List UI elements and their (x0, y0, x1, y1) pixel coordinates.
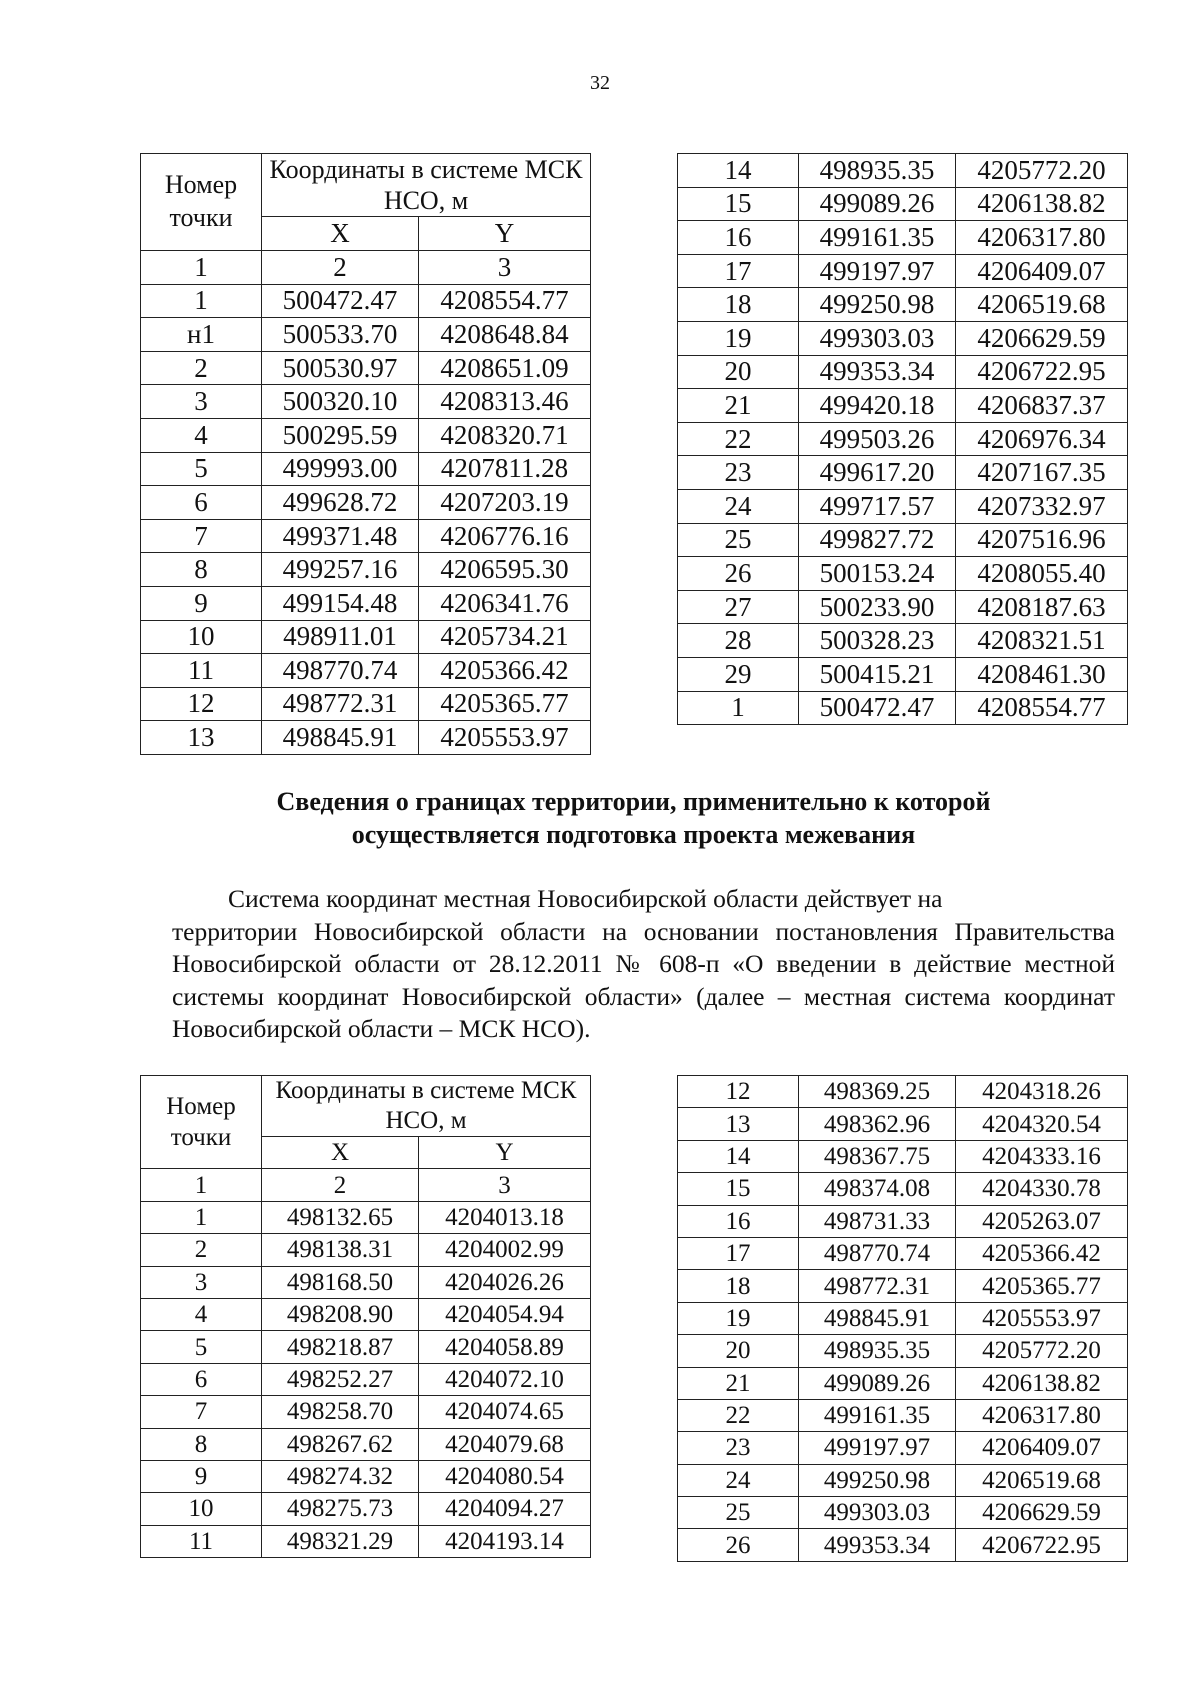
table-row (141, 519, 591, 553)
table-row (678, 456, 1128, 490)
y-coordinate-cell: 4207332.97 (956, 489, 1128, 523)
point-number-cell: 7 (141, 1396, 262, 1428)
table-row (678, 355, 1128, 389)
x-coordinate-cell: 498208.90 (262, 1298, 419, 1330)
table-row (141, 1428, 591, 1460)
x-coordinate-cell: 498731.33 (799, 1205, 956, 1237)
y-coordinate-cell: 4206722.95 (956, 1529, 1128, 1561)
paragraph-line: Система координат местная Новосибирской области действует на (228, 884, 943, 913)
point-number-cell: 17 (678, 1237, 799, 1269)
paragraph-line: действие местной системы координат Новосибирской области» (далее – (172, 949, 1116, 1011)
table-row (678, 657, 1128, 691)
table-row (141, 1460, 591, 1492)
y-coordinate-cell: 4206629.59 (956, 1497, 1128, 1529)
point-number-cell: 26 (678, 557, 799, 591)
table-row (678, 557, 1128, 591)
x-coordinate-cell: 498845.91 (799, 1302, 956, 1334)
coordinates-table-2-left (140, 1075, 591, 1558)
table-row (141, 318, 591, 352)
table-row (141, 1396, 591, 1428)
table-row (678, 1237, 1128, 1269)
table-row (141, 1363, 591, 1395)
y-coordinate-cell: 4205734.21 (419, 620, 591, 654)
x-coordinate-cell: 499993.00 (262, 452, 419, 486)
point-number-cell: 28 (678, 624, 799, 658)
x-coordinate-cell: 500295.59 (262, 418, 419, 452)
table-row (141, 1201, 591, 1233)
y-coordinate-cell: 4207811.28 (419, 452, 591, 486)
table-row (678, 1367, 1128, 1399)
column-index: 3 (419, 250, 591, 284)
point-number-cell: 7 (141, 519, 262, 553)
column-index: 2 (262, 1169, 419, 1201)
x-coordinate-cell: 498168.50 (262, 1266, 419, 1298)
x-coordinate-cell: 499628.72 (262, 486, 419, 520)
y-coordinate-cell: 4205365.77 (956, 1270, 1128, 1302)
y-coordinate-cell: 4205263.07 (956, 1205, 1128, 1237)
column-index: 3 (419, 1169, 591, 1201)
point-number-cell: 9 (141, 1460, 262, 1492)
table-row (141, 1266, 591, 1298)
table-row (141, 486, 591, 520)
table-row (678, 1464, 1128, 1496)
table-row (678, 624, 1128, 658)
y-coordinate-cell: 4205366.42 (956, 1237, 1128, 1269)
y-coordinate-cell: 4204318.26 (956, 1076, 1128, 1108)
y-coordinate-cell: 4205366.42 (419, 654, 591, 688)
column-index: 2 (262, 250, 419, 284)
y-coordinate-cell: 4204080.54 (419, 1460, 591, 1492)
point-number-cell: 20 (678, 355, 799, 389)
x-coordinate-cell: 498132.65 (262, 1201, 419, 1233)
x-coordinate-cell: 498770.74 (799, 1237, 956, 1269)
page-number: 32 (590, 72, 610, 94)
y-coordinate-cell: 4206317.80 (956, 1399, 1128, 1431)
point-number-cell: 3 (141, 1266, 262, 1298)
coordinates-table-1-right (677, 153, 1128, 725)
y-coordinate-cell: 4205553.97 (419, 721, 591, 755)
point-number-cell: 3 (141, 385, 262, 419)
y-coordinate-cell: 4206409.07 (956, 1432, 1128, 1464)
column-index-row (141, 250, 591, 284)
x-coordinate-cell: 498258.70 (262, 1396, 419, 1428)
x-coordinate-cell: 499161.35 (799, 1399, 956, 1431)
x-coordinate-cell: 498267.62 (262, 1428, 419, 1460)
x-coordinate-cell: 499257.16 (262, 553, 419, 587)
column-index: 1 (141, 250, 262, 284)
y-coordinate-cell: 4208320.71 (419, 418, 591, 452)
column-index-row (141, 1169, 591, 1201)
x-coordinate-cell: 499154.48 (262, 586, 419, 620)
y-coordinate-cell: 4208055.40 (956, 557, 1128, 591)
y-coordinate-cell: 4204002.99 (419, 1234, 591, 1266)
coordinates-table-2-right (677, 1075, 1128, 1562)
x-coordinate-cell: 499303.03 (799, 1497, 956, 1529)
table-row (141, 284, 591, 318)
y-header: Y (419, 217, 591, 251)
y-coordinate-cell: 4205772.20 (956, 154, 1128, 188)
point-number-cell: 10 (141, 620, 262, 654)
x-coordinate-cell: 500530.97 (262, 351, 419, 385)
y-coordinate-cell: 4204074.65 (419, 1396, 591, 1428)
table-row (678, 1140, 1128, 1172)
point-number-cell: 5 (141, 1331, 262, 1363)
y-coordinate-cell: 4206595.30 (419, 553, 591, 587)
table-row (678, 590, 1128, 624)
point-number-header: Номер точки (141, 1076, 262, 1169)
table-row (678, 1076, 1128, 1108)
table-row (678, 691, 1128, 725)
y-coordinate-cell: 4206776.16 (419, 519, 591, 553)
x-coordinate-cell: 500320.10 (262, 385, 419, 419)
point-number-cell: 6 (141, 1363, 262, 1395)
x-coordinate-cell: 498138.31 (262, 1234, 419, 1266)
table-row (678, 288, 1128, 322)
table-row (678, 1173, 1128, 1205)
paragraph-line: Правительства Новосибирской области от 28.12.2011 № 608-п «О введении в (172, 916, 1116, 978)
point-number-cell: 25 (678, 523, 799, 557)
y-coordinate-cell: 4206138.82 (956, 1367, 1128, 1399)
point-number-cell: 1 (141, 284, 262, 318)
table-row (678, 321, 1128, 355)
point-number-cell: 16 (678, 221, 799, 255)
point-number-cell: 15 (678, 187, 799, 221)
x-coordinate-cell: 499353.34 (799, 355, 956, 389)
x-coordinate-cell: 499089.26 (799, 187, 956, 221)
y-coordinate-cell: 4204026.26 (419, 1266, 591, 1298)
x-coordinate-cell: 499089.26 (799, 1367, 956, 1399)
y-coordinate-cell: 4206519.68 (956, 288, 1128, 322)
y-header: Y (419, 1137, 591, 1169)
point-number-cell: 13 (141, 721, 262, 755)
y-coordinate-cell: 4204333.16 (956, 1140, 1128, 1172)
x-coordinate-cell: 499197.97 (799, 254, 956, 288)
point-number-cell: 9 (141, 586, 262, 620)
point-number-cell: 10 (141, 1493, 262, 1525)
table-row (678, 254, 1128, 288)
x-coordinate-cell: 500472.47 (799, 691, 956, 725)
x-coordinate-cell: 499161.35 (799, 221, 956, 255)
y-coordinate-cell: 4208554.77 (956, 691, 1128, 725)
y-coordinate-cell: 4208651.09 (419, 351, 591, 385)
coord-system-header: Координаты в системе МСК НСО, м (262, 1076, 591, 1137)
y-coordinate-cell: 4204058.89 (419, 1331, 591, 1363)
point-number-cell: 13 (678, 1108, 799, 1140)
point-number-cell: 29 (678, 657, 799, 691)
point-number-cell: 19 (678, 321, 799, 355)
x-coordinate-cell: 500415.21 (799, 657, 956, 691)
heading-line: осуществляется подготовка проекта межевания (351, 820, 916, 849)
point-number-cell: 21 (678, 1367, 799, 1399)
x-coordinate-cell: 500472.47 (262, 284, 419, 318)
table-row (141, 385, 591, 419)
x-coordinate-cell: 498911.01 (262, 620, 419, 654)
table-body (678, 1076, 1128, 1562)
table-row (141, 1525, 591, 1557)
point-number-cell: 11 (141, 1525, 262, 1557)
table-row (141, 553, 591, 587)
y-coordinate-cell: 4204054.94 (419, 1298, 591, 1330)
table-row (678, 1399, 1128, 1431)
x-coordinate-cell: 499503.26 (799, 422, 956, 456)
column-index: 1 (141, 1169, 262, 1201)
x-coordinate-cell: 499353.34 (799, 1529, 956, 1561)
x-coordinate-cell: 499250.98 (799, 288, 956, 322)
x-coordinate-cell: 498935.35 (799, 154, 956, 188)
x-coordinate-cell: 500233.90 (799, 590, 956, 624)
y-coordinate-cell: 4204193.14 (419, 1525, 591, 1557)
y-coordinate-cell: 4208461.30 (956, 657, 1128, 691)
y-coordinate-cell: 4206629.59 (956, 321, 1128, 355)
table-row (678, 1432, 1128, 1464)
table-row (678, 221, 1128, 255)
point-number-cell: 11 (141, 654, 262, 688)
y-coordinate-cell: 4206519.68 (956, 1464, 1128, 1496)
table-row (141, 1298, 591, 1330)
point-number-cell: 4 (141, 1298, 262, 1330)
point-number-cell: 16 (678, 1205, 799, 1237)
point-number-cell: 18 (678, 288, 799, 322)
y-coordinate-cell: 4208321.51 (956, 624, 1128, 658)
y-coordinate-cell: 4207203.19 (419, 486, 591, 520)
x-coordinate-cell: 499827.72 (799, 523, 956, 557)
x-coordinate-cell: 498772.31 (799, 1270, 956, 1302)
table-row (141, 1331, 591, 1363)
coord-system-header: Координаты в системе МСК НСО, м (262, 154, 591, 217)
point-number-cell: 14 (678, 154, 799, 188)
point-number-cell: 2 (141, 351, 262, 385)
x-coordinate-cell: 499197.97 (799, 1432, 956, 1464)
table-row (678, 1335, 1128, 1367)
table-body (141, 284, 591, 754)
table-row (141, 418, 591, 452)
table-row (678, 489, 1128, 523)
x-coordinate-cell: 498369.25 (799, 1076, 956, 1108)
table-row (141, 654, 591, 688)
table-row (141, 586, 591, 620)
point-number-cell: 8 (141, 1428, 262, 1460)
x-header: X (262, 1137, 419, 1169)
y-coordinate-cell: 4205553.97 (956, 1302, 1128, 1334)
table-header (141, 154, 591, 285)
x-coordinate-cell: 498374.08 (799, 1173, 956, 1205)
table-row (678, 1497, 1128, 1529)
x-coordinate-cell: 500328.23 (799, 624, 956, 658)
table-row (141, 452, 591, 486)
y-coordinate-cell: 4207167.35 (956, 456, 1128, 490)
x-coordinate-cell: 500153.24 (799, 557, 956, 591)
coordinates-table-1-left (140, 153, 591, 755)
point-number-header: Номер точки (141, 154, 262, 251)
point-number-cell: 5 (141, 452, 262, 486)
table-row (678, 1108, 1128, 1140)
x-coordinate-cell: 498252.27 (262, 1363, 419, 1395)
y-coordinate-cell: 4208313.46 (419, 385, 591, 419)
table-row (678, 523, 1128, 557)
point-number-cell: 18 (678, 1270, 799, 1302)
y-coordinate-cell: 4204094.27 (419, 1493, 591, 1525)
x-coordinate-cell: 498362.96 (799, 1108, 956, 1140)
table-body (678, 154, 1128, 725)
x-coordinate-cell: 498845.91 (262, 721, 419, 755)
y-coordinate-cell: 4205772.20 (956, 1335, 1128, 1367)
paragraph-line: территории Новосибирской области на основании постановления (172, 916, 938, 946)
table-header (141, 1076, 591, 1202)
point-number-cell: 2 (141, 1234, 262, 1266)
point-number-cell: 27 (678, 590, 799, 624)
point-number-cell: 25 (678, 1497, 799, 1529)
x-coordinate-cell: 498770.74 (262, 654, 419, 688)
point-number-cell: 12 (678, 1076, 799, 1108)
x-coordinate-cell: 498935.35 (799, 1335, 956, 1367)
point-number-cell: 1 (141, 1201, 262, 1233)
point-number-cell: 22 (678, 422, 799, 456)
x-header: X (262, 217, 419, 251)
table-row (141, 1234, 591, 1266)
heading-line: Сведения о границах территории, применительно к которой (276, 787, 991, 816)
y-coordinate-cell: 4206722.95 (956, 355, 1128, 389)
point-number-cell: 26 (678, 1529, 799, 1561)
y-coordinate-cell: 4206837.37 (956, 389, 1128, 423)
point-number-cell: 21 (678, 389, 799, 423)
x-coordinate-cell: 499617.20 (799, 456, 956, 490)
table-row (678, 187, 1128, 221)
x-coordinate-cell: 498367.75 (799, 1140, 956, 1172)
y-coordinate-cell: 4204013.18 (419, 1201, 591, 1233)
point-number-cell: 15 (678, 1173, 799, 1205)
y-coordinate-cell: 4205365.77 (419, 687, 591, 721)
body-paragraph (172, 883, 1115, 1046)
y-coordinate-cell: 4208648.84 (419, 318, 591, 352)
table-row (678, 389, 1128, 423)
point-number-cell: 14 (678, 1140, 799, 1172)
x-coordinate-cell: 499717.57 (799, 489, 956, 523)
y-coordinate-cell: 4204330.78 (956, 1173, 1128, 1205)
table-row (141, 721, 591, 755)
y-coordinate-cell: 4206409.07 (956, 254, 1128, 288)
y-coordinate-cell: 4206341.76 (419, 586, 591, 620)
point-number-cell: 24 (678, 1464, 799, 1496)
point-number-cell: 24 (678, 489, 799, 523)
y-coordinate-cell: 4204320.54 (956, 1108, 1128, 1140)
point-number-cell: 4 (141, 418, 262, 452)
table-body (141, 1201, 591, 1557)
y-coordinate-cell: 4206317.80 (956, 221, 1128, 255)
y-coordinate-cell: 4206976.34 (956, 422, 1128, 456)
point-number-cell: 23 (678, 1432, 799, 1464)
y-coordinate-cell: 4204079.68 (419, 1428, 591, 1460)
point-number-cell: 22 (678, 1399, 799, 1431)
x-coordinate-cell: 499420.18 (799, 389, 956, 423)
point-number-cell: 19 (678, 1302, 799, 1334)
table-row (141, 1493, 591, 1525)
point-number-cell: 8 (141, 553, 262, 587)
point-number-cell: н1 (141, 318, 262, 352)
table-row (141, 351, 591, 385)
table-row (678, 1270, 1128, 1302)
table-row (678, 1205, 1128, 1237)
x-coordinate-cell: 498275.73 (262, 1493, 419, 1525)
table-row (141, 620, 591, 654)
table-row (678, 422, 1128, 456)
x-coordinate-cell: 498274.32 (262, 1460, 419, 1492)
x-coordinate-cell: 499250.98 (799, 1464, 956, 1496)
point-number-cell: 23 (678, 456, 799, 490)
point-number-cell: 1 (678, 691, 799, 725)
y-coordinate-cell: 4207516.96 (956, 523, 1128, 557)
x-coordinate-cell: 499303.03 (799, 321, 956, 355)
table-row (678, 1302, 1128, 1334)
point-number-cell: 12 (141, 687, 262, 721)
point-number-cell: 20 (678, 1335, 799, 1367)
x-coordinate-cell: 499371.48 (262, 519, 419, 553)
x-coordinate-cell: 500533.70 (262, 318, 419, 352)
point-number-cell: 6 (141, 486, 262, 520)
x-coordinate-cell: 498772.31 (262, 687, 419, 721)
paragraph-line: местная система координат Новосибирской области – МСК НСО). (172, 981, 1115, 1043)
y-coordinate-cell: 4208554.77 (419, 284, 591, 318)
section-heading (140, 785, 1127, 851)
y-coordinate-cell: 4208187.63 (956, 590, 1128, 624)
x-coordinate-cell: 498321.29 (262, 1525, 419, 1557)
table-row (141, 687, 591, 721)
table-row (678, 1529, 1128, 1561)
table-row (678, 154, 1128, 188)
y-coordinate-cell: 4206138.82 (956, 187, 1128, 221)
x-coordinate-cell: 498218.87 (262, 1331, 419, 1363)
y-coordinate-cell: 4204072.10 (419, 1363, 591, 1395)
point-number-cell: 17 (678, 254, 799, 288)
